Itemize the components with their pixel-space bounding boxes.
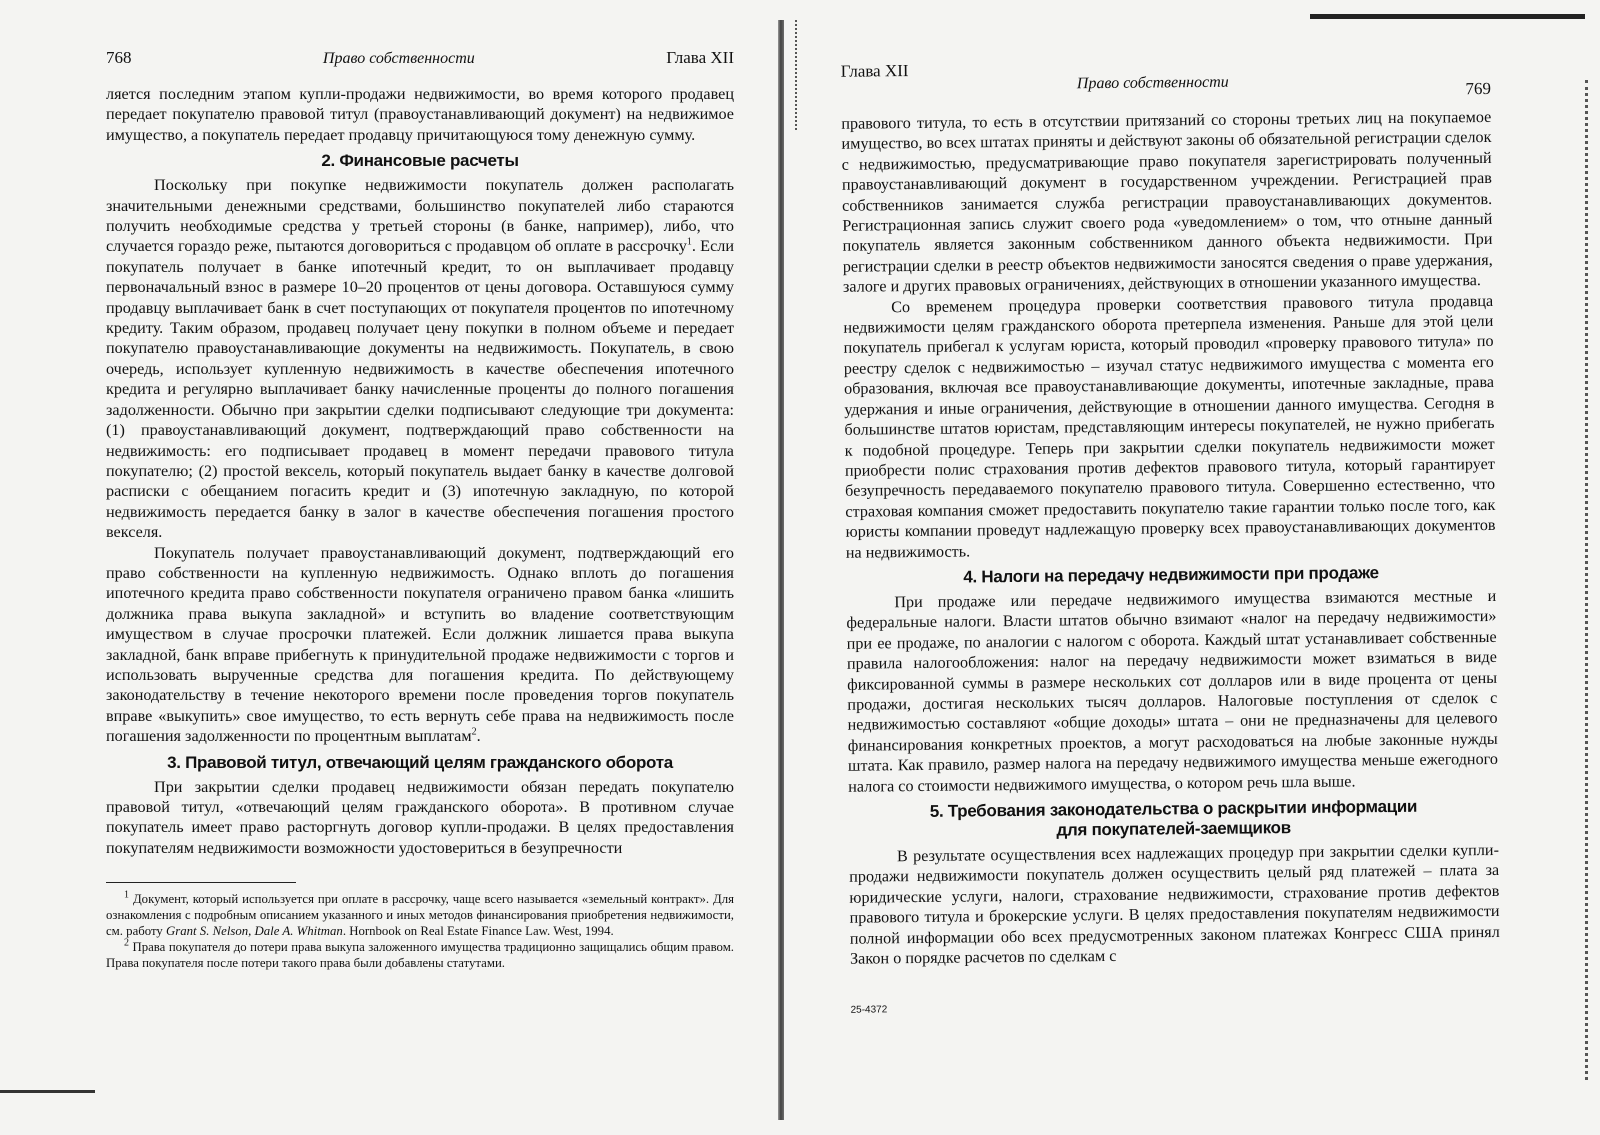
left-chapter-label: Глава XII [666,48,734,67]
section3-paragraph2: Со временем процедура проверки соответствия правового титула продавца недвижимости целям гражданского оборота претерпела изменения. Раньше для этой цели покупатель прибегал к услугам юриста, который проводил «проверку правового титула» по реестру сделок с недвижимостью – изучал статус недвижимого имущества с момента его образования, включая все правоустанавливающие документы, ипотечные закладные, права удержания и иные ограничения, действующие в отношении данного имущества. Сегодня в большинстве штатов юристам, представляющим интересы покупателей, не нужно прибегать к подобной процедуре. Теперь при закрытии сделки покупатель недвижимости может приобрести полис страхования против дефектов правового титула, который гарантирует безупречность передаваемого покупателю правового титула. Совершенно естественно, что страховая компания сможет предоставить покупателю такие гарантии только после того, как юристы компании проведут надлежащую проверку всех правоустанавливающих документов на недвижимость. [843,291,1496,562]
right-page-number: 769 [1465,78,1492,99]
footnote-divider [106,882,296,883]
left-running-head [106,48,734,78]
section2-paragraph2: Покупатель получает правоустанавливающий документ, подтверждающий его право собственности на купленную недвижимость. Однако вплоть до погашения ипотечного кредита право собственности покупателя ограничено правом банка «лишить должника права выкупа закладной» и вступить во владение соответствующим имуществом в случае просрочки платежей. Если должник лишается права выкупа закладной, банк вправе прибегнуть к принудительной продаже недвижимости с торгов и использовать вырученные средства для погашения кредита. По действующему законодательству в течение некоторого времени после проведения торгов покупатель вправе «выкупить» свое имущество, то есть вернуть себе права на недвижимость после погашения задолженности по процентным выплатам$^2$. [106,543,734,746]
section4-heading: 4. Налоги на передачу недвижимости при продаже [963,563,1379,587]
opening-paragraph: ляется последним этапом купли-продажи недвижимости, во время которого продавец передает покупателю правовой титул (правоустанавливающий документ) на недвижимое имущество, а покупатель передает продавцу причитающуюся тому денежную сумму. [106,85,734,144]
section5-paragraph1: В результате осуществления всех надлежащих процедур при закрытии сделки купли-продажи недвижимости покупатель должен осуществить целый ряд платежей – плата за юридические услуги, налоги, страхование недвижимости, страхование против дефектов правового титула и брокерские услуги. В целях предоставления покупателям недвижимости полной информации обо всех предусмотренных законом платежах Конгресс США принял Закон о порядке расчетов по сделкам с [849,840,1500,968]
right-running-head [841,53,1491,108]
footnote-ref-2[interactable]: 2 [471,726,477,738]
book-gutter [778,20,784,1120]
section2-heading: 2. Финансовые расчеты [321,151,519,171]
footnote-ref-1[interactable]: 1 [686,237,692,249]
right-chapter-label: Глава XII [840,61,909,81]
footnote-1: $^1$ Документ, который используется при оплате в рассрочку, чаще всего называется «земельный контракт». Для ознакомления с подробным описанием указанного и иных методов финансирования приобретения недвижимости, см. работу Grant S. Nelson, Dale A. Whitman. Hornbook on Real Estate Finance Law. West, 1994. [106,889,735,939]
left-page-number: 768 [106,48,132,67]
left-page [0,0,770,1131]
section3-heading: 3. Правовой титул, отвечающий целям гражданского оборота [167,752,673,772]
gutter-binding-marks [795,20,799,130]
section5-heading: 5. Требования законодательства о раскрытии информации для покупателей-заемщиков [929,796,1418,840]
continued-paragraph: правового титула, то есть в отсутствии притязаний со стороны третьих лиц на покупаемое имущество, во всех штатах приняты и действуют законы об обязательной регистрации сделок с недвижимостью, предусматривающие право покупателя зарегистрировать полученный правоустанавливающий документ в государственном учреждении. Регистрацией прав собственников занимается служба регистрации правоустанавливающих документов. Регистрационная запись служит своего рода «уведомлением» о том, что отныне данный покупатель является законным собственником данного объекта недвижимости. При регистрации сделки в реестр объектов недвижимости заносятся сведения о праве удержания, залоге и других правовых ограничениях, действующих в отношении указанного имущества. [841,107,1493,297]
section2-paragraph1: Поскольку при покупке недвижимости покупатель должен располагать значительными денежными средствами, большинство покупателей либо стараются получить необходимые средства у третьей стороны (в банке, например), либо, что случается гораздо реже, пытаются договориться с продавцом об оплате в рассрочку$^1$. Если покупатель получает в банке ипотечный кредит, то он выплачивает продавцу первоначальный взнос в размере 10–20 процентов от цены договора. Оставшуюся сумму продавцу выплачивает банк в счет поступающих от покупателя процентов по ипотечному кредиту. Таким образом, продавец получает цену покупки в полном объеме и передает покупателю правоустанавливающие документы на недвижимость. Покупатель, в свою очередь, использует купленную недвижимость в качестве обеспечения ипотечного кредита и регулярно выплачивает банку начисленные проценты до полного погашения задолженности. Обычно при закрытии сделки подписывают следующие три документа: (1) правоустанавливающий документ, подтверждающий право собственности на недвижимость: его подписывает продавец в момент передачи правового титула покупателю; (2) простой вексель, который покупатель выдает банку в качестве долговой расписки с обещанием погасить кредит и (3) ипотечную закладную, по которой недвижимость передается банку в залог в качестве обеспечения погашения простого векселя. [106,176,734,542]
section3-paragraph1: При закрытии сделки продавец недвижимости обязан передать покупателю правовой титул, «отвечающий целям гражданского оборота». В противном случае покупатель имеет право расторгнуть договор купли-продажи. В целях предоставления покупателям недвижимости возможности удостовериться в безупречности [106,777,734,857]
right-running-title: Право собственности [1076,73,1229,93]
right-page [800,0,1600,1135]
footnote-2: $^2$ Права покупателя до потери права выкупа заложенного имущества традиционно защищались общим правом. Права покупателя после потери такого права были добавлены статутами. [106,937,734,971]
left-running-title: Право собственности [322,50,475,67]
section4-paragraph1: При продаже или передаче недвижимого имущества взимаются местные и федеральные налоги. Власти штатов обычно взимают «налог на передачу недвижимости» при ее продаже, по аналогии с налогом с оборота. Каждый штат устанавливает собственные правила налогообложения: налог на передачу недвижимости может взиматься в виде фиксированной суммы в размере нескольких сот долларов или в виде процента от цены продажи, достигая нескольких тысяч долларов. Налоговые поступления от сделок с недвижимостью составляют «общие доходы» штата – они не предназначены для целевого финансирования конкретных проектов, а могут расходоваться на любые законные нужды штата. Как правило, размер налога на передачу недвижимого имущества меньше ежегодного налога со стоимости недвижимого имущества, о котором речь шла выше. [846,586,1499,796]
printer-signature: 25-4372 [850,1004,888,1017]
